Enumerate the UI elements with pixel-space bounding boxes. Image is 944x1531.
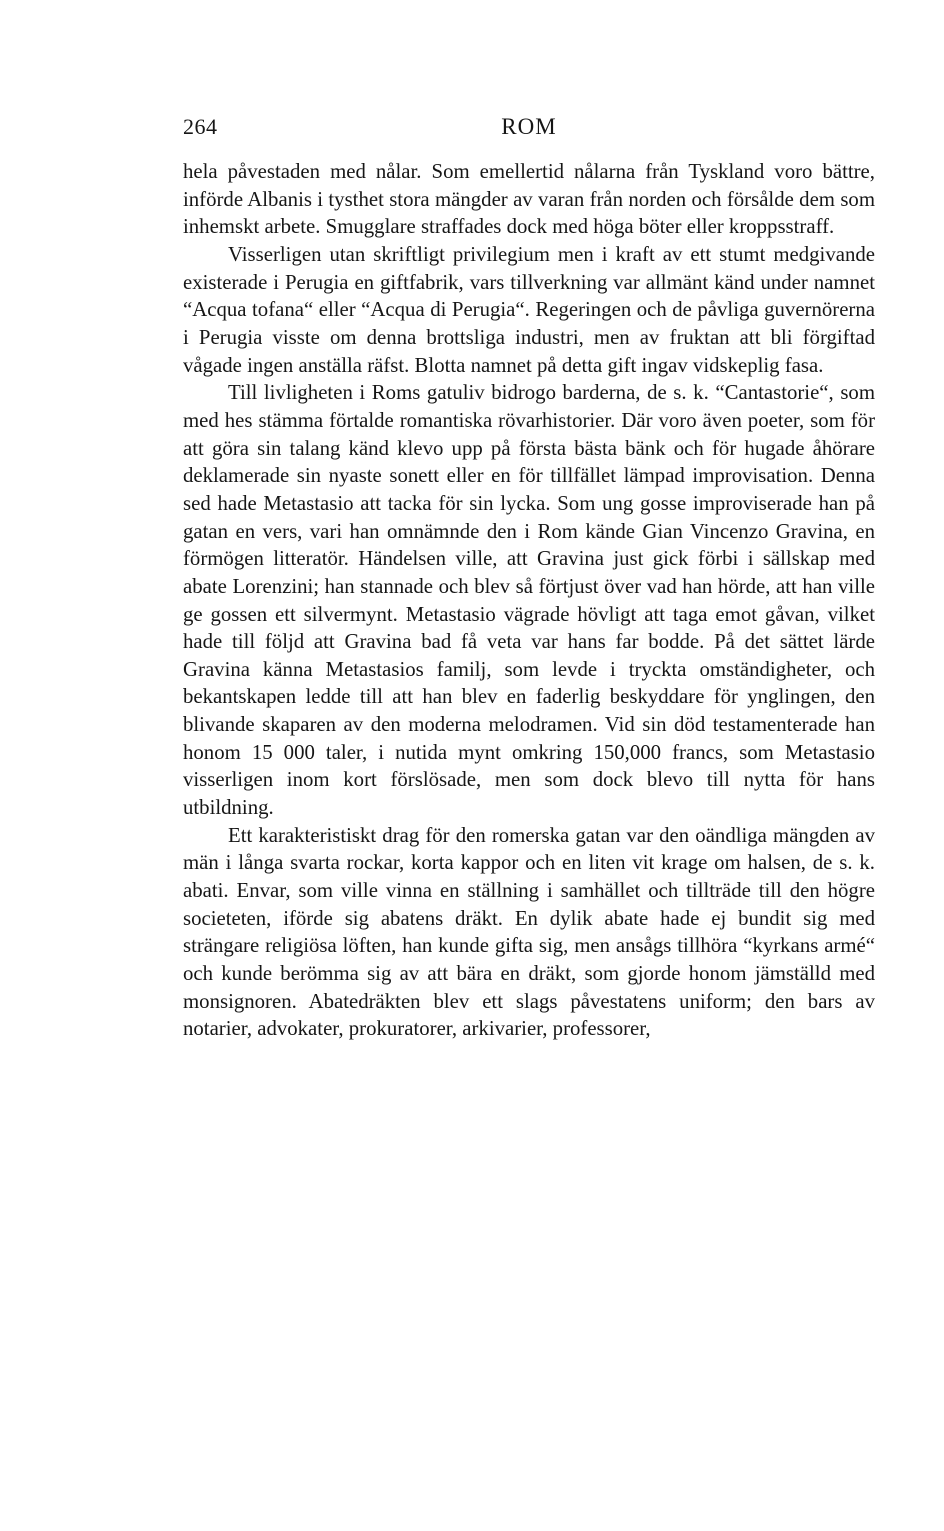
body-text <box>183 158 875 1043</box>
paragraph: Ett karakteristiskt drag för den romerska gatan var den oändliga mängden av män i långa svarta rockar, korta kappor och en liten vit krage om halsen, de s. k. abati. Envar, som ville vinna en ställning i samhället och tillträde till den högre societeten, iförde sig abatens dräkt. En dylik abate hade ej bundit sig med strängare religiösa löften, han kunde gifta sig, men ansågs tillhöra “kyrkans armé“ och kunde berömma sig av att bära en dräkt, som gjorde honom jämställd med monsignoren. Abatedräkten blev ett slags påvestatens uniform; den bars av notarier, advokater, prokuratorer, arkivarier, professorer, <box>183 823 875 1041</box>
running-title: ROM <box>501 114 557 139</box>
paragraph: hela påvestaden med nålar. Som emellertid nålarna från Tyskland voro bättre, införde Albanis i tysthet stora mängder av varan från norden och försålde dem som inhemskt arbete. Smugglare straffades dock med höga böter eller kroppsstraff. <box>183 160 875 239</box>
paragraph: Till livligheten i Roms gatuliv bidrogo barderna, de s. k. “Cantastorie“, som med hes stämma förtalde romantiska rövarhistorier. Där voro även poeter, som för att göra sin talang känd klevo upp på första bästa bänk och för hugade åhörare deklamerade sin nyaste sonett eller en för tillfället lämpad improvisation. Denna sed hade Metastasio att tacka för sin lycka. Som ung gosse improviserade han på gatan en vers, vari han omnämnde den i Rom kände Gian Vincenzo Gravina, en förmögen litteratör. Händelsen ville, att Gravina just gick förbi i sällskap med abate Lorenzini; han stannade och blev så förtjust över vad han hörde, att han ville ge gossen ett silvermynt. Metastasio vägrade hövligt att taga emot gåvan, vilket hade till följd att Gravina bad få veta var hans far bodde. På det sättet lärde Gravina känna Metastasios familj, som levde i tryckta omständigheter, och bekantskapen ledde till att han blev en faderlig beskyddare för ynglingen, den blivande skaparen av den moderna melodramen. Vid sin död testamenterade han honom 15 000 taler, i nutida mynt omkring 150,000 francs, som Metastasio visserligen inom kort förslösade, men som dock blevo till nytta för hans utbildning. <box>183 381 875 820</box>
page-number: 264 <box>183 114 218 139</box>
paragraph: Visserligen utan skriftligt privilegium men i kraft av ett stumt medgivande existerade i Perugia en giftfabrik, vars tillverkning var allmänt känd under namnet “Acqua tofana“ eller “Acqua di Perugia“. Regeringen och de påvliga guvernörerna i Perugia visste om denna brottsliga industri, men av fruktan att bli förgiftad vågade ingen anställa räfst. Blotta namnet på detta gift ingav vidskeplig fasa. <box>183 242 875 377</box>
page-header <box>183 114 875 146</box>
